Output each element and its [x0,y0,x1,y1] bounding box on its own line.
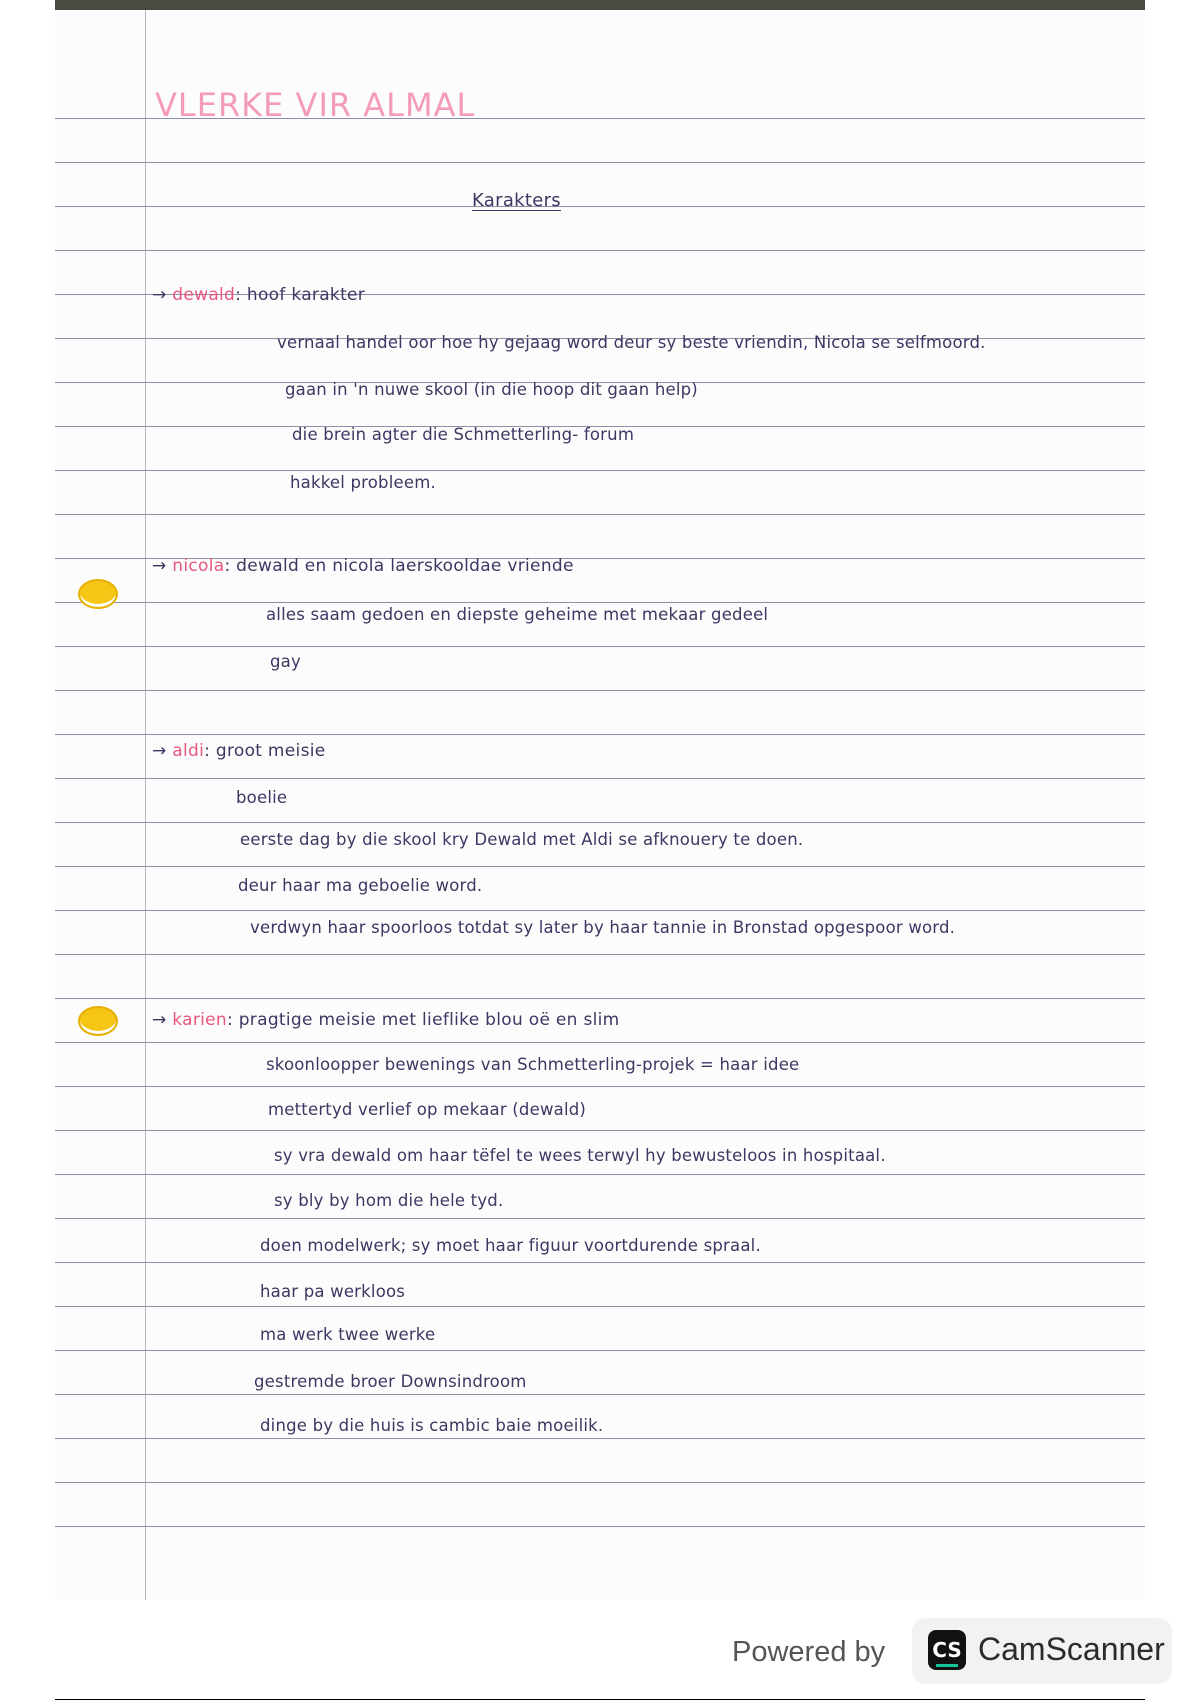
note: sy vra dewald om haar tëfel te wees terwyl hy bewusteloos in hospitaal. [274,1146,886,1165]
ruled-line [55,1350,1145,1351]
ruled-line [55,1394,1145,1395]
note: ma werk twee werke [260,1325,436,1344]
note: eerste dag by die skool kry Dewald met Aldi se afknouery te doen. [240,830,804,849]
ruled-line [55,822,1145,823]
character-name: nicola [172,556,225,576]
notebook-page [55,10,1145,1600]
ruled-line [55,250,1145,251]
ruled-line [55,1526,1145,1527]
arrow-icon: → [152,741,167,761]
note: skoonloopper bewenings van Schmetterling-projek = haar idee [266,1055,800,1074]
powered-by-text: Powered by [732,1636,886,1668]
yellow-sticker-icon [78,579,118,609]
camscanner-brand-name: CamScanner [978,1631,1165,1667]
ruled-line [55,470,1145,471]
note: deur haar ma geboelie word. [238,876,483,895]
ruled-line [55,514,1145,515]
character-entry-nicola [152,556,574,576]
ruled-line [55,1086,1145,1087]
ruled-line [55,1438,1145,1439]
character-entry-karien [152,1010,620,1030]
note: dinge by die huis is cambic baie moeilik. [260,1416,604,1435]
ruled-line [55,1482,1145,1483]
ruled-line [55,162,1145,163]
note: vernaal handel oor hoe hy gejaag word deur sy beste vriendin, Nicola se selfmoord. [277,333,986,352]
margin-line [145,10,146,1600]
note: gestremde broer Downsindroom [254,1372,527,1391]
character-description: : groot meisie [204,741,326,761]
camscanner-watermark [912,1618,1172,1684]
character-description: : pragtige meisie met lieflike blou oë en slim [226,1010,620,1030]
camscanner-logo-icon: CS [928,1630,966,1670]
scan-top-edge [55,0,1145,10]
note: boelie [236,788,288,807]
note: alles saam gedoen en diepste geheime met mekaar gedeel [266,605,769,624]
section-heading: Karakters [472,190,561,211]
ruled-line [55,206,1145,207]
character-description: : dewald en nicola laerskooldae vriende [224,556,574,576]
character-entry-dewald [152,285,365,305]
character-name: karien [172,1010,227,1030]
note: haar pa werkloos [260,1282,406,1301]
ruled-line [55,734,1145,735]
ruled-line [55,1042,1145,1043]
arrow-icon: → [152,556,167,576]
ruled-line [55,1130,1145,1131]
ruled-line [55,690,1145,691]
ruled-line [55,1174,1145,1175]
character-name: dewald [172,285,236,305]
note: sy bly by hom die hele tyd. [274,1191,504,1210]
arrow-icon: → [152,285,167,305]
ruled-line [55,778,1145,779]
ruled-line [55,998,1145,999]
yellow-sticker-icon [78,1006,118,1036]
note: die brein agter die Schmetterling- forum [292,425,635,444]
note: mettertyd verlief op mekaar (dewald) [268,1100,587,1119]
ruled-line [55,910,1145,911]
character-name: aldi [172,741,205,761]
ruled-line [55,646,1145,647]
note: verdwyn haar spoorloos totdat sy later by haar tannie in Bronstad opgespoor word. [250,918,956,937]
note: gaan in 'n nuwe skool (in die hoop dit gaan help) [285,380,698,399]
ruled-line [55,602,1145,603]
arrow-icon: → [152,1010,167,1030]
note: doen modelwerk; sy moet haar figuur voortdurende spraal. [260,1236,761,1255]
ruled-line [55,1218,1145,1219]
ruled-line [55,954,1145,955]
ruled-line [55,866,1145,867]
note: gay [270,652,301,671]
note: hakkel probleem. [290,473,436,492]
page-title: VLERKE VIR ALMAL [155,86,476,124]
character-description: : hoof karakter [235,285,366,305]
character-entry-aldi [152,741,326,761]
ruled-line [55,1306,1145,1307]
ruled-line [55,1262,1145,1263]
